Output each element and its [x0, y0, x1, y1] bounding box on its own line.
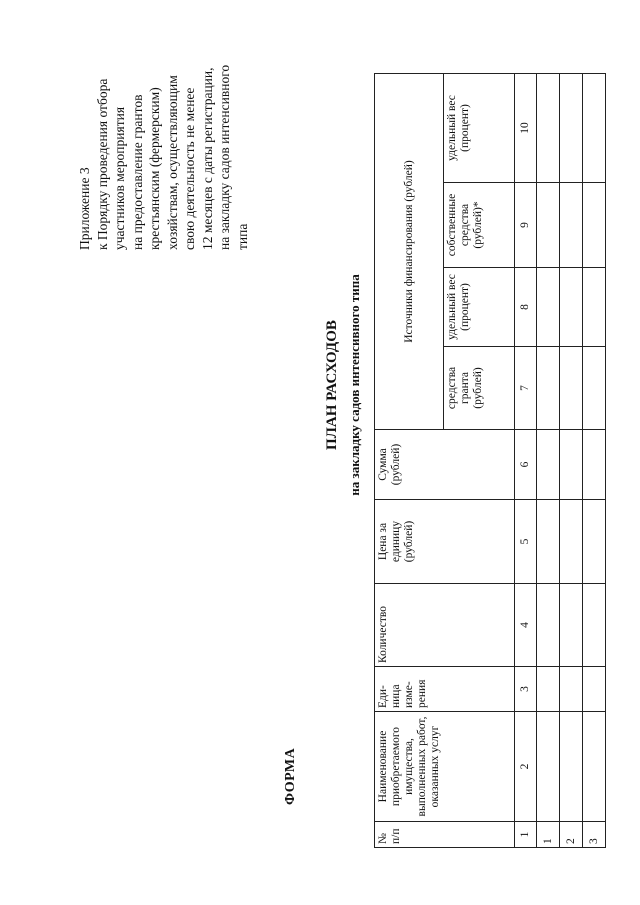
table-cell — [537, 584, 560, 667]
column-number: 8 — [515, 268, 537, 347]
appendix-line: на предоставление грантов — [129, 94, 145, 250]
column-number: 10 — [515, 74, 537, 183]
form-label: ФОРМА — [283, 747, 298, 805]
header-sources: Источники финансирования (рублей) — [375, 74, 444, 430]
page-subtitle: на закладку садов интенсивного типа — [347, 274, 362, 496]
appendix-line: на закладку садов интенсивного — [217, 64, 232, 250]
table-cell — [583, 74, 606, 183]
table-cell — [583, 430, 606, 500]
appendix-line: 12 месяцев с даты регистрации, — [199, 67, 215, 250]
header-grant-funds: средства гранта (рублей) — [444, 347, 515, 430]
column-number: 2 — [515, 712, 537, 822]
header-quantity: Количество — [375, 584, 515, 667]
appendix-line: Приложение 3 — [77, 167, 92, 250]
column-number-row — [515, 74, 537, 848]
table-cell — [560, 712, 583, 822]
table-cell — [537, 667, 560, 712]
table-cell — [537, 712, 560, 822]
table-cell — [537, 183, 560, 268]
appendix-line: участников мероприятия — [112, 106, 127, 250]
column-number: 9 — [515, 183, 537, 268]
table-cell — [583, 347, 606, 430]
table-cell — [583, 712, 606, 822]
appendix-line: хозяйствам, осуществляющим — [164, 75, 180, 250]
header-row — [375, 74, 444, 848]
table-cell — [537, 268, 560, 347]
table-cell — [583, 667, 606, 712]
column-number: 3 — [515, 667, 537, 712]
appendix-note — [76, 10, 251, 250]
header-no: № п/п — [375, 822, 515, 848]
header-sum: Сумма (рублей) — [375, 430, 515, 500]
row-number: 2 — [560, 822, 583, 848]
table-cell — [583, 500, 606, 584]
table-cell — [560, 500, 583, 584]
table-cell — [583, 268, 606, 347]
appendix-line: типа — [234, 223, 250, 250]
column-number: 4 — [515, 584, 537, 667]
header-own-share: удельный вес (процент) — [444, 74, 515, 183]
column-number: 5 — [515, 500, 537, 584]
table-cell — [537, 500, 560, 584]
table-cell — [583, 584, 606, 667]
column-number: 6 — [515, 430, 537, 500]
table-row — [583, 74, 606, 848]
table-row — [560, 74, 583, 848]
table-row — [537, 74, 560, 848]
table-cell — [537, 74, 560, 183]
appendix-line: свою деятельность не менее — [182, 87, 197, 250]
table-cell — [537, 430, 560, 500]
table-cell — [560, 183, 583, 268]
table-cell — [560, 268, 583, 347]
row-number: 1 — [537, 822, 560, 848]
header-unit: Еди-ница изме-рения — [375, 667, 515, 712]
row-number: 3 — [583, 822, 606, 848]
table-cell — [560, 347, 583, 430]
header-price: Цена за единицу (рублей) — [375, 500, 515, 584]
table-cell — [560, 584, 583, 667]
header-name: Наименование приобретаемого имущества, выполненных работ, оказанных услуг — [375, 712, 515, 822]
header-grant-share: удельный вес (процент) — [444, 268, 515, 347]
page-title: ПЛАН РАСХОДОВ — [324, 320, 340, 450]
table-cell — [560, 74, 583, 183]
table-cell — [583, 183, 606, 268]
appendix-line: крестьянским (фермерским) — [147, 87, 162, 250]
table-cell — [560, 667, 583, 712]
table-cell — [560, 430, 583, 500]
column-number: 1 — [515, 822, 537, 848]
header-own-funds: собственные средства (рублей)* — [444, 183, 515, 268]
appendix-line: к Порядку проведения отбора — [94, 78, 110, 250]
table-cell — [537, 347, 560, 430]
expense-plan-table — [374, 73, 606, 848]
column-number: 7 — [515, 347, 537, 430]
